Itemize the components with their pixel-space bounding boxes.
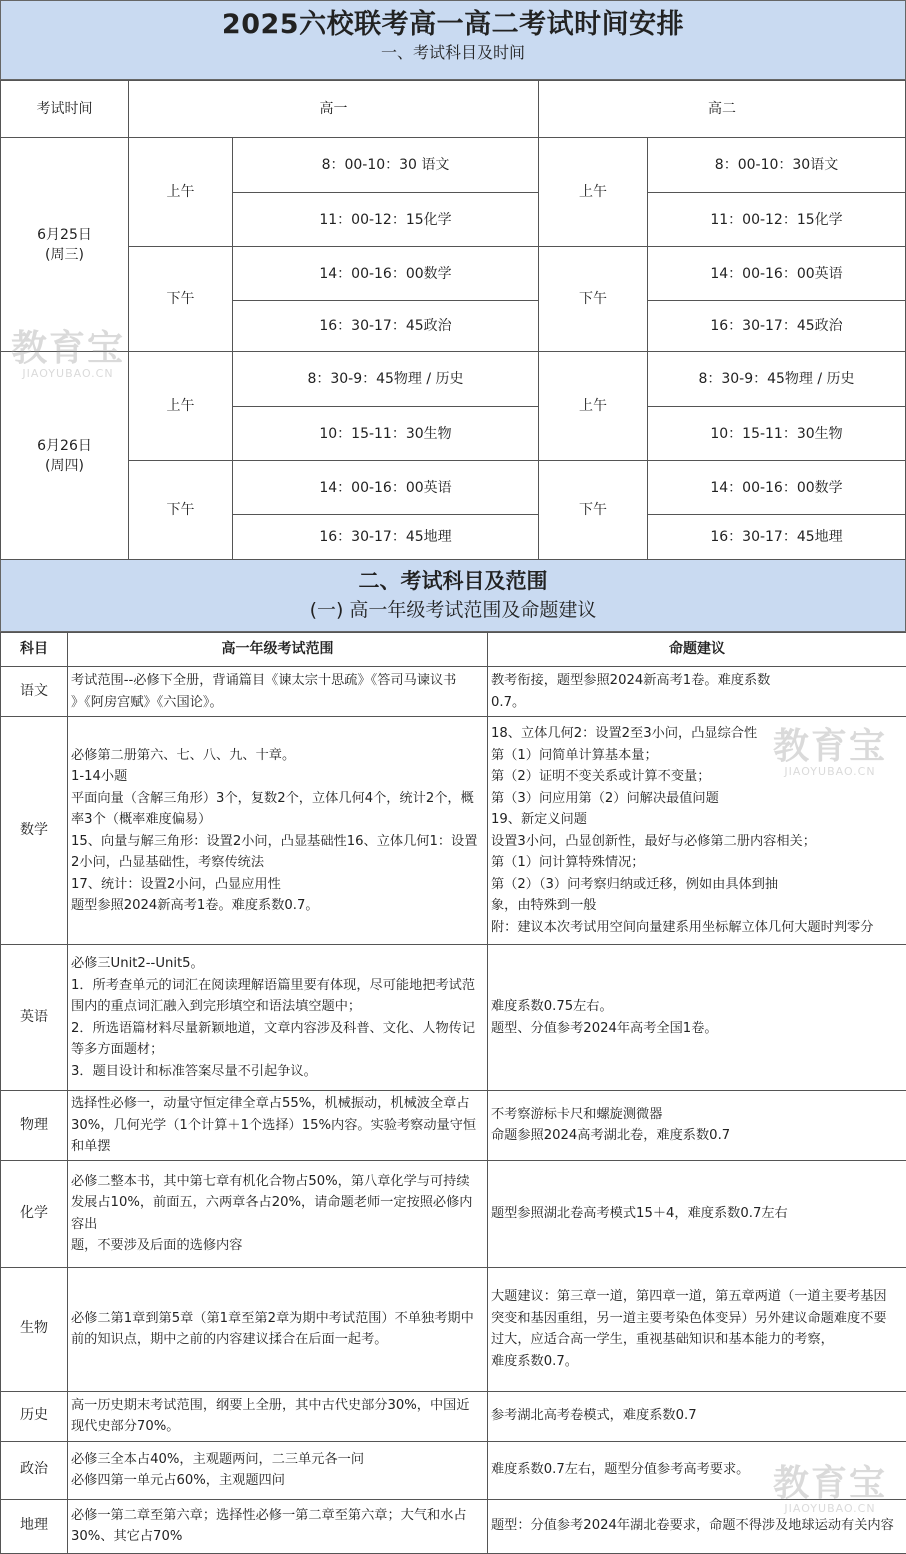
scope-row — [1, 1391, 906, 1441]
advice-cell — [488, 717, 906, 945]
scope-line: 等多方面题材； — [71, 1039, 484, 1061]
page-title: 2025六校联考高一高二考试时间安排 — [1, 1, 905, 41]
header-cell-grade1: 高一 — [128, 80, 539, 138]
advice-line: 命题参照2024高考湖北卷，难度系数0.7 — [491, 1125, 903, 1147]
weekday-text: (周四) — [45, 456, 84, 476]
subject-cell: 英语 — [1, 945, 68, 1091]
scope-cell — [68, 1391, 488, 1441]
scope-line: 2．所选语篇材料尽量新颖地道，文章内容涉及科普、文化、人物传记 — [71, 1018, 484, 1040]
period-am: 上午 — [538, 351, 648, 461]
date-cell — [0, 351, 129, 560]
scope-row — [1, 667, 906, 717]
scope-line: 必修三全本占40%，主观题两问，二三单元各一问 — [71, 1449, 484, 1471]
weekday-text: (周三) — [45, 245, 84, 265]
section-2-subtitle: (一) 高一年级考试范围及命题建议 — [1, 596, 905, 624]
watermark: 教育宝 JIAOYUBAO.CN — [0, 330, 148, 380]
scope-line: 必修二整本书，其中第七章有机化合物占50%，第八章化学与可持续 — [71, 1171, 484, 1193]
period-pm: 下午 — [128, 460, 233, 560]
advice-line: 不考察游标卡尺和螺旋测微器 — [491, 1104, 903, 1126]
period-pm: 下午 — [538, 246, 648, 352]
scope-table — [0, 632, 906, 1554]
advice-line: 象，由特殊到一般 — [491, 895, 903, 917]
subject-cell: 语文 — [1, 667, 68, 717]
advice-cell — [488, 1267, 906, 1391]
advice-line: 19、新定义问题 — [491, 809, 903, 831]
header-section-2 — [0, 560, 906, 632]
period-pm: 下午 — [128, 246, 233, 352]
scope-line: 3．题目设计和标准答案尽量不引起争议。 — [71, 1061, 484, 1083]
advice-line: 难度系数0.7左右，题型分值参考高考要求。 — [491, 1459, 903, 1481]
advice-line: 第（1）问简单计算基本量； — [491, 745, 903, 767]
advice-line: 突变和基因重组，另一道主要考染色体变异）另外建议命题难度不要 — [491, 1308, 903, 1330]
scope-line: 平面向量（含解三角形）3个，复数2个，立体几何4个，统计2个，概 — [71, 788, 484, 810]
period-pm: 下午 — [538, 460, 648, 560]
scope-row — [1, 945, 906, 1091]
advice-line: 题型：分值参考2024年湖北卷要求，命题不得涉及地球运动有关内容 — [491, 1515, 903, 1537]
exam-slot: 16：30-17：45地理 — [232, 514, 539, 560]
scope-row — [1, 717, 906, 945]
exam-slot: 8：30-9：45物理 / 历史 — [647, 351, 906, 407]
exam-slot: 16：30-17：45地理 — [647, 514, 906, 560]
scope-line: 2小问，凸显基础性，考察传统法 — [71, 852, 484, 874]
scope-row — [1, 1499, 906, 1553]
scope-line: 必修二第1章到第5章（第1章至第2章为期中考试范围）不单独考期中 — [71, 1308, 484, 1330]
scope-line: 高一历史期末考试范围，纲要上全册，其中古代史部分30%，中国近 — [71, 1395, 484, 1417]
scope-line: 》《阿房宫赋》《六国论》。 — [71, 692, 484, 714]
scope-line: 容出 — [71, 1214, 484, 1236]
schedule-table — [0, 80, 906, 560]
advice-cell — [488, 667, 906, 717]
scope-header-row — [1, 633, 906, 667]
scope-cell — [68, 667, 488, 717]
scope-line: 17、统计：设置2小问，凸显应用性 — [71, 874, 484, 896]
advice-line: 第（2）证明不变关系或计算不变量； — [491, 766, 903, 788]
advice-cell — [488, 945, 906, 1091]
scope-row — [1, 1441, 906, 1499]
advice-cell — [488, 1391, 906, 1441]
exam-slot: 8：00-10：30语文 — [647, 137, 906, 193]
scope-cell — [68, 1441, 488, 1499]
scope-line: 考试范围--必修下全册，背诵篇目《谏太宗十思疏》《答司马谏议书 — [71, 670, 484, 692]
advice-line: 设置3小问，凸显创新性，最好与必修第二册内容相关； — [491, 831, 903, 853]
exam-slot: 10：15-11：30生物 — [232, 406, 539, 461]
scope-line: 30%、其它占70% — [71, 1526, 484, 1548]
section-2-title: 二、考试科目及范围 — [1, 560, 905, 596]
subject-cell: 政治 — [1, 1441, 68, 1499]
scope-row — [1, 1160, 906, 1267]
date-text: 6月25日 — [37, 225, 92, 245]
col-header-subject: 科目 — [1, 633, 68, 667]
scope-line: 发展占10%，前面五，六两章各占20%，请命题老师一定按照必修内 — [71, 1192, 484, 1214]
scope-line: 1-14小题 — [71, 766, 484, 788]
scope-line: 题型参照2024新高考1卷。难度系数0.7。 — [71, 895, 484, 917]
date-cell — [0, 137, 129, 352]
exam-slot: 16：30-17：45政治 — [232, 300, 539, 352]
advice-cell — [488, 1499, 906, 1553]
subject-cell: 数学 — [1, 717, 68, 945]
advice-line: 0.7。 — [491, 692, 903, 714]
subject-cell: 历史 — [1, 1391, 68, 1441]
watermark: 教育宝 JIAOYUBAO.CN — [755, 728, 905, 778]
advice-line: 参考湖北高考卷模式，难度系数0.7 — [491, 1405, 903, 1427]
advice-line: 题型、分值参考2024年高考全国1卷。 — [491, 1018, 903, 1040]
col-header-advice: 命题建议 — [488, 633, 906, 667]
advice-line: 教考衔接，题型参照2024新高考1卷。难度系数 — [491, 670, 903, 692]
scope-cell — [68, 1160, 488, 1267]
subject-cell: 生物 — [1, 1267, 68, 1391]
header-section-1 — [0, 0, 906, 80]
subject-cell: 地理 — [1, 1499, 68, 1553]
scope-row — [1, 1091, 906, 1161]
advice-cell — [488, 1091, 906, 1161]
advice-line: 大题建议：第三章一道，第四章一道，第五章两道（一道主要考基因 — [491, 1286, 903, 1308]
period-am: 上午 — [128, 351, 233, 461]
period-am: 上午 — [128, 137, 233, 247]
advice-line: 过大，应适合高一学生，重视基础知识和基本能力的考察， — [491, 1329, 903, 1351]
exam-slot: 11：00-12：15化学 — [647, 192, 906, 247]
scope-line: 围内的重点词汇融入到完形填空和语法填空题中； — [71, 996, 484, 1018]
date-text: 6月26日 — [37, 436, 92, 456]
watermark: 教育宝 JIAOYUBAO.CN — [755, 1465, 905, 1515]
scope-line: 15、向量与解三角形：设置2小问，凸显基础性16、立体几何1：设置 — [71, 831, 484, 853]
scope-row — [1, 1267, 906, 1391]
exam-slot: 14：00-16：00数学 — [232, 246, 539, 301]
section-1-subtitle: 一、考试科目及时间 — [1, 41, 905, 65]
scope-line: 30%，几何光学（1个计算＋1个选择）15%内容。实验考察动量守恒 — [71, 1115, 484, 1137]
scope-table-body — [1, 667, 906, 1554]
exam-slot: 8：30-9：45物理 / 历史 — [232, 351, 539, 407]
advice-line: 难度系数0.75左右。 — [491, 996, 903, 1018]
scope-line: 率3个（概率难度偏易） — [71, 809, 484, 831]
scope-line: 和单摆 — [71, 1136, 484, 1158]
scope-cell — [68, 1091, 488, 1161]
scope-line: 题，不要涉及后面的选修内容 — [71, 1235, 484, 1257]
exam-slot: 14：00-16：00英语 — [232, 460, 539, 515]
advice-line: 18、立体几何2：设置2至3小问，凸显综合性 — [491, 723, 903, 745]
exam-slot: 16：30-17：45政治 — [647, 300, 906, 352]
advice-line: 第（1）问计算特殊情况； — [491, 852, 903, 874]
scope-line: 1．所考查单元的词汇在阅读理解语篇里要有体现，尽可能地把考试范 — [71, 975, 484, 997]
scope-line: 必修一第二章至第六章；选择性必修一第二章至第六章；大气和水占 — [71, 1505, 484, 1527]
exam-slot: 14：00-16：00英语 — [647, 246, 906, 301]
advice-line: 题型参照湖北卷高考模式15＋4，难度系数0.7左右 — [491, 1203, 903, 1225]
exam-slot: 11：00-12：15化学 — [232, 192, 539, 247]
scope-line: 现代史部分70%。 — [71, 1416, 484, 1438]
subject-cell: 物理 — [1, 1091, 68, 1161]
period-am: 上午 — [538, 137, 648, 247]
scope-line: 必修三Unit2--Unit5。 — [71, 953, 484, 975]
scope-line: 必修四第一单元占60%，主观题四问 — [71, 1470, 484, 1492]
advice-cell — [488, 1160, 906, 1267]
advice-cell — [488, 1441, 906, 1499]
advice-line: 附：建议本次考试用空间向量建系用坐标解立体几何大题时判零分 — [491, 917, 903, 939]
scope-cell — [68, 945, 488, 1091]
advice-line: 难度系数0.7。 — [491, 1351, 903, 1373]
scope-cell — [68, 1499, 488, 1553]
exam-slot: 14：00-16：00数学 — [647, 460, 906, 515]
scope-line: 必修第二册第六、七、八、九、十章。 — [71, 745, 484, 767]
subject-cell: 化学 — [1, 1160, 68, 1267]
advice-line: 第（2）（3）问考察归纳或迁移，例如由具体到抽 — [491, 874, 903, 896]
header-cell-grade2: 高二 — [538, 80, 906, 138]
col-header-scope: 高一年级考试范围 — [68, 633, 488, 667]
header-cell-time: 考试时间 — [0, 80, 129, 138]
scope-line: 选择性必修一，动量守恒定律全章占55%，机械振动，机械波全章占 — [71, 1093, 484, 1115]
exam-slot: 8：00-10：30 语文 — [232, 137, 539, 193]
scope-cell — [68, 1267, 488, 1391]
scope-cell — [68, 717, 488, 945]
advice-line: 第（3）问应用第（2）问解决最值问题 — [491, 788, 903, 810]
exam-slot: 10：15-11：30生物 — [647, 406, 906, 461]
scope-line: 前的知识点，期中之前的内容建议揉合在后面一起考。 — [71, 1329, 484, 1351]
